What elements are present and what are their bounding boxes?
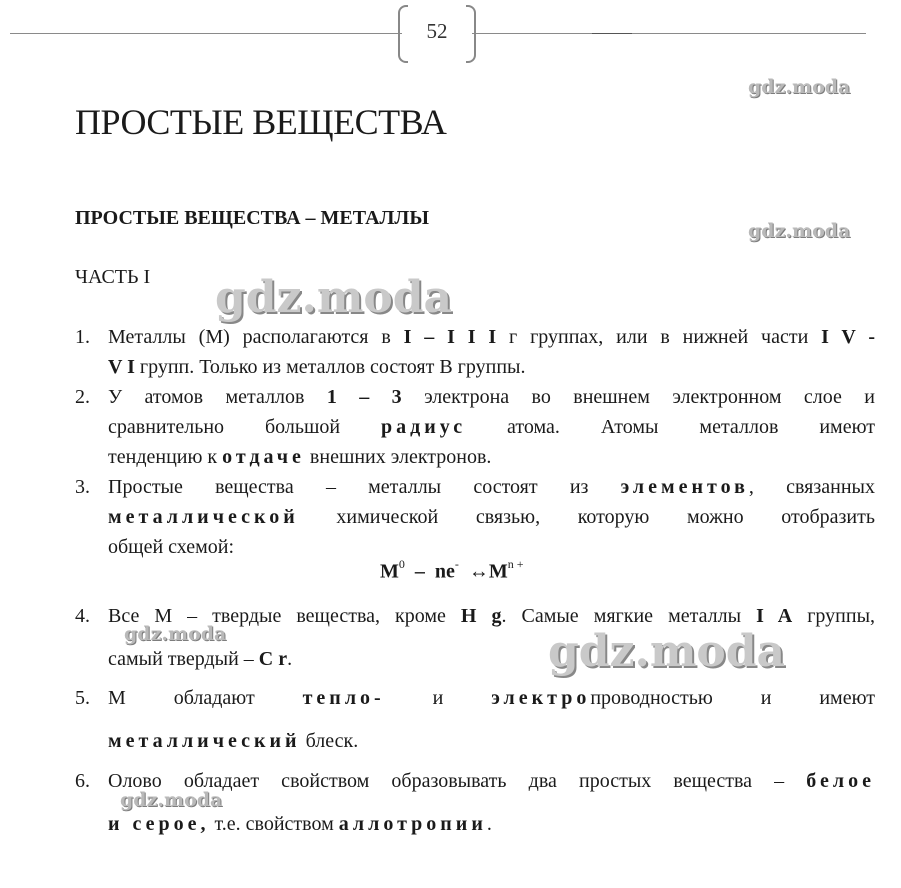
item-text: М обладают — [108, 687, 303, 709]
item-number: 6. — [75, 770, 90, 792]
watermark: gdz.moda — [748, 220, 851, 242]
item-text: У атомов металлов — [108, 386, 327, 408]
item-text: Олово обладает свойством образовывать два простых вещества – — [108, 770, 807, 792]
item-number: 2. — [75, 386, 90, 408]
watermark-large: gdz.moda — [215, 272, 453, 323]
answer-fill: и серое, — [108, 813, 210, 835]
item-number: 5. — [75, 687, 90, 709]
section-heading: ПРОСТЫЕ ВЕЩЕСТВА – МЕТАЛЛЫ — [75, 207, 429, 229]
watermark: gdz.moda — [120, 789, 223, 811]
item-text: т.е. свойством — [209, 813, 339, 835]
item-text: Простые вещества – металлы состоят из — [108, 476, 621, 498]
item-text: электрона во внешнем электронном слое и — [401, 386, 875, 408]
watermark: gdz.moda — [748, 76, 851, 98]
item-text: тенденцию к — [108, 446, 223, 468]
answer-fill: V I — [108, 356, 135, 378]
item-number: 4. — [75, 605, 90, 627]
item-text: общей схемой: — [108, 536, 235, 558]
answer-fill: отдаче — [222, 446, 305, 468]
answer-fill: элементов — [620, 476, 749, 498]
formula-superscript: n + — [507, 557, 524, 571]
answer-fill: I – I I I — [403, 326, 497, 348]
item-number: 3. — [75, 476, 90, 498]
item-text: г группах, или в нижней части — [496, 326, 822, 348]
list-item-2 — [75, 382, 875, 472]
answer-fill: C r — [258, 648, 288, 670]
item-text: сравнительно большой — [108, 416, 382, 438]
item-text: и — [384, 687, 492, 709]
answer-fill: металлический — [108, 730, 301, 752]
item-text: групп. Только из металлов состоят В группы. — [134, 356, 526, 378]
item-text: , связанных — [748, 476, 875, 498]
item-text: блеск. — [300, 730, 359, 752]
item-text: Все М – твердые вещества, кроме — [108, 605, 461, 627]
item-text: . Самые мягкие металлы — [501, 605, 757, 627]
answer-fill: 1 – 3 — [326, 386, 402, 408]
answer-fill: I A — [756, 605, 793, 627]
formula-arrow: ↔M — [468, 560, 508, 583]
formula-superscript: 0 — [398, 557, 405, 571]
item-text: Металлы (М) располагаются в — [108, 326, 404, 348]
item-text: . — [287, 648, 293, 670]
item-number: 1. — [75, 326, 90, 348]
item-text: самый твердый – — [108, 648, 259, 670]
answer-fill: металлической — [108, 506, 299, 528]
item-text: . — [486, 813, 492, 835]
part-heading: ЧАСТЬ I — [75, 266, 151, 288]
answer-fill: H g — [460, 605, 502, 627]
list-item-5-continued — [75, 726, 875, 756]
page-number: 52 — [426, 19, 448, 43]
list-item-6 — [75, 766, 875, 839]
list-item-1 — [75, 322, 875, 382]
watermark-large: gdz.moda — [548, 626, 786, 677]
answer-fill: электро — [491, 687, 591, 709]
item-text: группы, — [792, 605, 876, 627]
formula-symbol: M — [380, 560, 399, 583]
formula-operator: – — [414, 560, 425, 583]
list-item-5 — [75, 683, 875, 713]
page-title: ПРОСТЫЕ ВЕЩЕСТВА — [75, 102, 447, 142]
watermark: gdz.moda — [124, 623, 227, 645]
header-rule-right — [472, 33, 866, 34]
formula-symbol: ne — [434, 560, 455, 583]
header-rule-left — [10, 33, 402, 34]
answer-fill: I V - — [821, 326, 875, 348]
metal-bond-formula — [380, 559, 524, 584]
item-text: проводностью и имеют — [590, 687, 875, 709]
item-text: внешних электронов. — [304, 446, 492, 468]
answer-fill: тепло- — [302, 687, 385, 709]
item-text: химической связью, которую можно отобразить — [298, 506, 875, 528]
item-text: атома. Атомы металлов имеют — [466, 416, 875, 438]
formula-superscript: - — [454, 557, 459, 571]
answer-fill: аллотропии — [338, 813, 487, 835]
page-number-frame — [398, 5, 476, 61]
answer-fill: радиус — [381, 416, 467, 438]
list-item-3 — [75, 472, 875, 562]
answer-fill: белое — [806, 770, 875, 792]
list-item-4 — [75, 601, 875, 674]
